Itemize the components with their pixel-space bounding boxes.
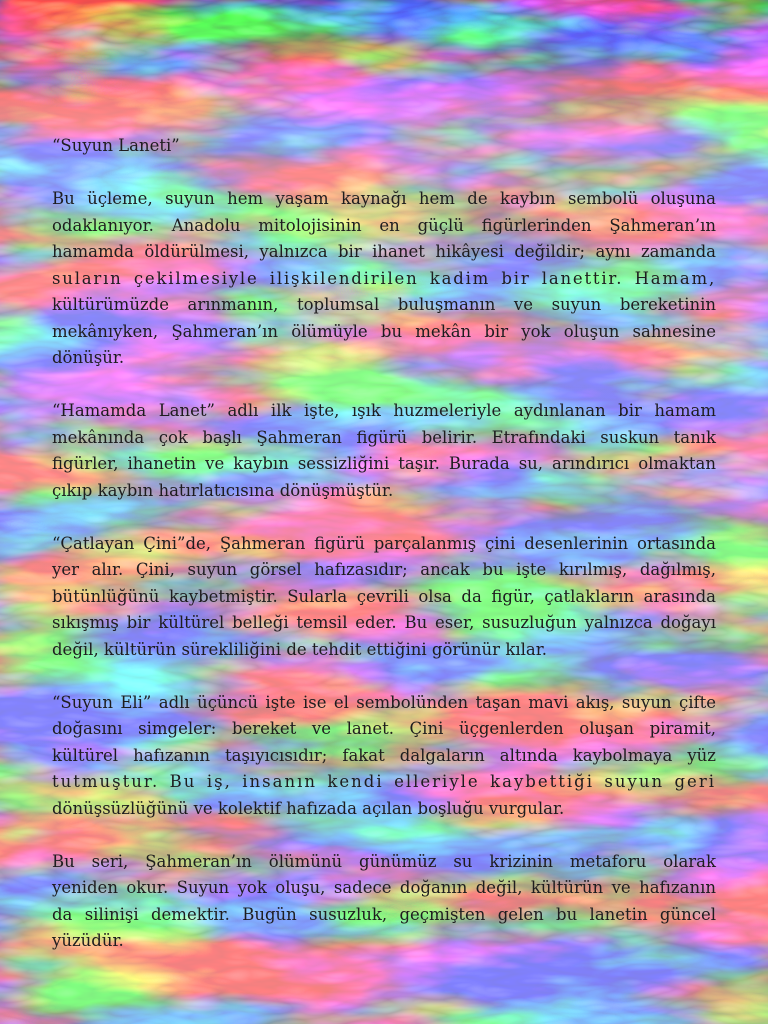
text-line: değil, kültürün sürekliliğini de tehdit ettiğini görünür kılar. <box>52 639 548 659</box>
document-title: “Suyun Laneti” <box>52 136 180 155</box>
text-line: çıkıp kaybın hatırlatıcısına dönüşmüştür. <box>52 480 394 500</box>
text-line: mekânında çok başlı Şahmeran figürü belirir. Etrafındaki suskun tanık <box>52 427 716 447</box>
text-line: odaklanıyor. Anadolu mitolojisinin en güçlü figürlerinden Şahmeran’ın <box>52 215 716 235</box>
paragraph-3 <box>52 531 716 664</box>
text-line: yüzüdür. <box>52 931 124 950</box>
text-line: tutmuştur. Bu iş, insanın kendi elleriyle kaybettiği suyun geri <box>52 772 716 791</box>
text-line: dönüşür. <box>52 348 125 367</box>
text-line: dönüşsüzlüğünü ve kolektif hafızada açılan boşluğu vurgular. <box>52 798 565 818</box>
text-line: kültürümüzde arınmanın, toplumsal buluşmanın ve suyun bereketinin <box>52 295 716 314</box>
paragraph-4 <box>52 690 716 823</box>
text-line: yeniden okur. Suyun yok oluşu, sadece doğanın değil, kültürün ve hafızanın <box>52 878 716 897</box>
text-line: Bu seri, Şahmeran’ın ölümünü günümüz su krizinin metaforu olarak <box>52 851 716 871</box>
text-line: da silinişi demektir. Bugün susuzluk, geçmişten gelen bu lanetin güncel <box>52 904 716 924</box>
text-line: yer alır. Çini, suyun görsel hafızasıdır; ancak bu işte kırılmış, dağılmış, <box>52 560 716 579</box>
text-line: hamamda öldürülmesi, yalnızca bir ihanet hikâyesi değildir; aynı zamanda <box>52 242 716 261</box>
text-line: “Hamamda Lanet” adlı ilk işte, ışık huzmeleriyle aydınlanan bir hamam <box>52 401 716 420</box>
text-line: kültürel hafızanın taşıyıcısıdır; fakat dalgaların altında kaybolmaya yüz <box>52 745 716 765</box>
paragraph-1 <box>52 186 716 372</box>
text-line: suların çekilmesiyle ilişkilendirilen kadim bir lanettir. Hamam, <box>52 268 716 288</box>
text-line: sıkışmış bir kültürel belleği temsil eder. Bu eser, susuzluğun yalnızca doğayı <box>52 613 716 632</box>
text-line: doğasını simgeler: bereket ve lanet. Çini üçgenlerden oluşan piramit, <box>52 719 716 738</box>
text-line: bütünlüğünü kaybetmiştir. Sularla çevrili olsa da figür, çatlakların arasında <box>52 586 716 606</box>
document-text <box>52 133 716 981</box>
text-line: “Suyun Eli” adlı üçüncü işte ise el sembolünden taşan mavi akış, suyun çifte <box>52 692 716 712</box>
text-line: mekânıyken, Şahmeran’ın ölümüyle bu mekân bir yok oluşun sahnesine <box>52 321 716 341</box>
paragraph-5 <box>52 849 716 955</box>
text-line: Bu üçleme, suyun hem yaşam kaynağı hem de kaybın sembolü oluşuna <box>52 189 716 208</box>
text-line: figürler, ihanetin ve kaybın sessizliğini taşır. Burada su, arındırıcı olmaktan <box>52 454 716 473</box>
text-line: “Çatlayan Çini”de, Şahmeran figürü parçalanmış çini desenlerinin ortasında <box>52 533 716 553</box>
paragraph-2 <box>52 398 716 504</box>
